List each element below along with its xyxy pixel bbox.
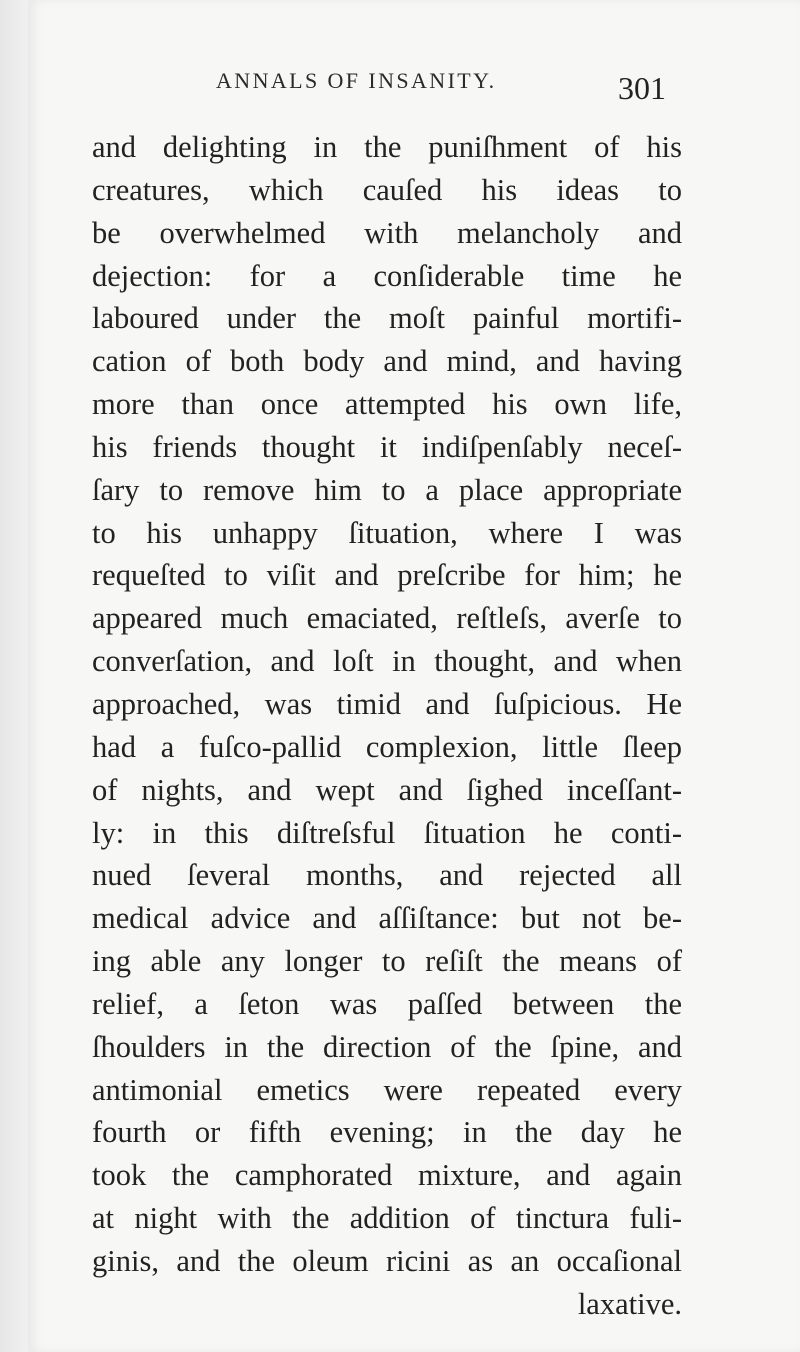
running-head-title: ANNALS OF INSANITY. (216, 68, 497, 93)
text-line: ing able any longer to reſiſt the means of (92, 944, 682, 979)
text-line: to his unhappy ſituation, where I was (92, 515, 682, 550)
text-line: more than once attempted his own life, (92, 387, 682, 422)
text-line: antimonial emetics were repeated every (92, 1072, 682, 1107)
page-number: 301 (618, 70, 666, 106)
text-line: converſation, and loſt in thought, and when (92, 644, 682, 679)
text-line: nued ſeveral months, and rejected all (92, 858, 682, 893)
text-line: cation of both body and mind, and having (92, 344, 682, 379)
text-line: appeared much emaciated, reſtleſs, averſe to (92, 601, 682, 636)
text-line: dejection: for a conſiderable time he (92, 258, 682, 293)
text-line: approached, was timid and ſuſpicious. He (92, 686, 682, 721)
text-line: ly: in this diſtreſsful ſituation he conti- (92, 815, 682, 850)
text-line: fourth or fifth evening; in the day he (92, 1115, 682, 1150)
text-line: creatures, which cauſed his ideas to (92, 172, 682, 207)
text-line: had a fuſco-pallid complexion, little ſleep (92, 729, 682, 764)
text-line: ſary to remove him to a place appropriate (92, 472, 682, 507)
text-line: ſhoulders in the direction of the ſpine, and (92, 1029, 682, 1064)
text-line: requeſted to viſit and preſcribe for him; he (92, 558, 682, 593)
text-line: medical advice and aſſiſtance: but not be- (92, 901, 682, 936)
text-line-final: laxative. (577, 1286, 682, 1321)
text-line: his friends thought it indiſpenſably neceſ- (92, 429, 682, 464)
page-gutter (0, 0, 28, 1352)
text-line: and delighting in the puniſhment of his (92, 130, 682, 164)
text-line: took the camphorated mixture, and again (92, 1158, 682, 1193)
body-text (92, 126, 682, 1326)
text-line: be overwhelmed with melancholy and (92, 215, 682, 250)
text-line: of nights, and wept and ſighed inceſſant- (92, 772, 682, 807)
text-line: relief, a ſeton was paſſed between the (92, 986, 682, 1021)
text-line: at night with the addition of tinctura fuli- (92, 1201, 682, 1236)
text-line: laboured under the moſt painful mortifi- (92, 301, 682, 336)
text-line: ginis, and the oleum ricini as an occaſional (92, 1243, 682, 1278)
